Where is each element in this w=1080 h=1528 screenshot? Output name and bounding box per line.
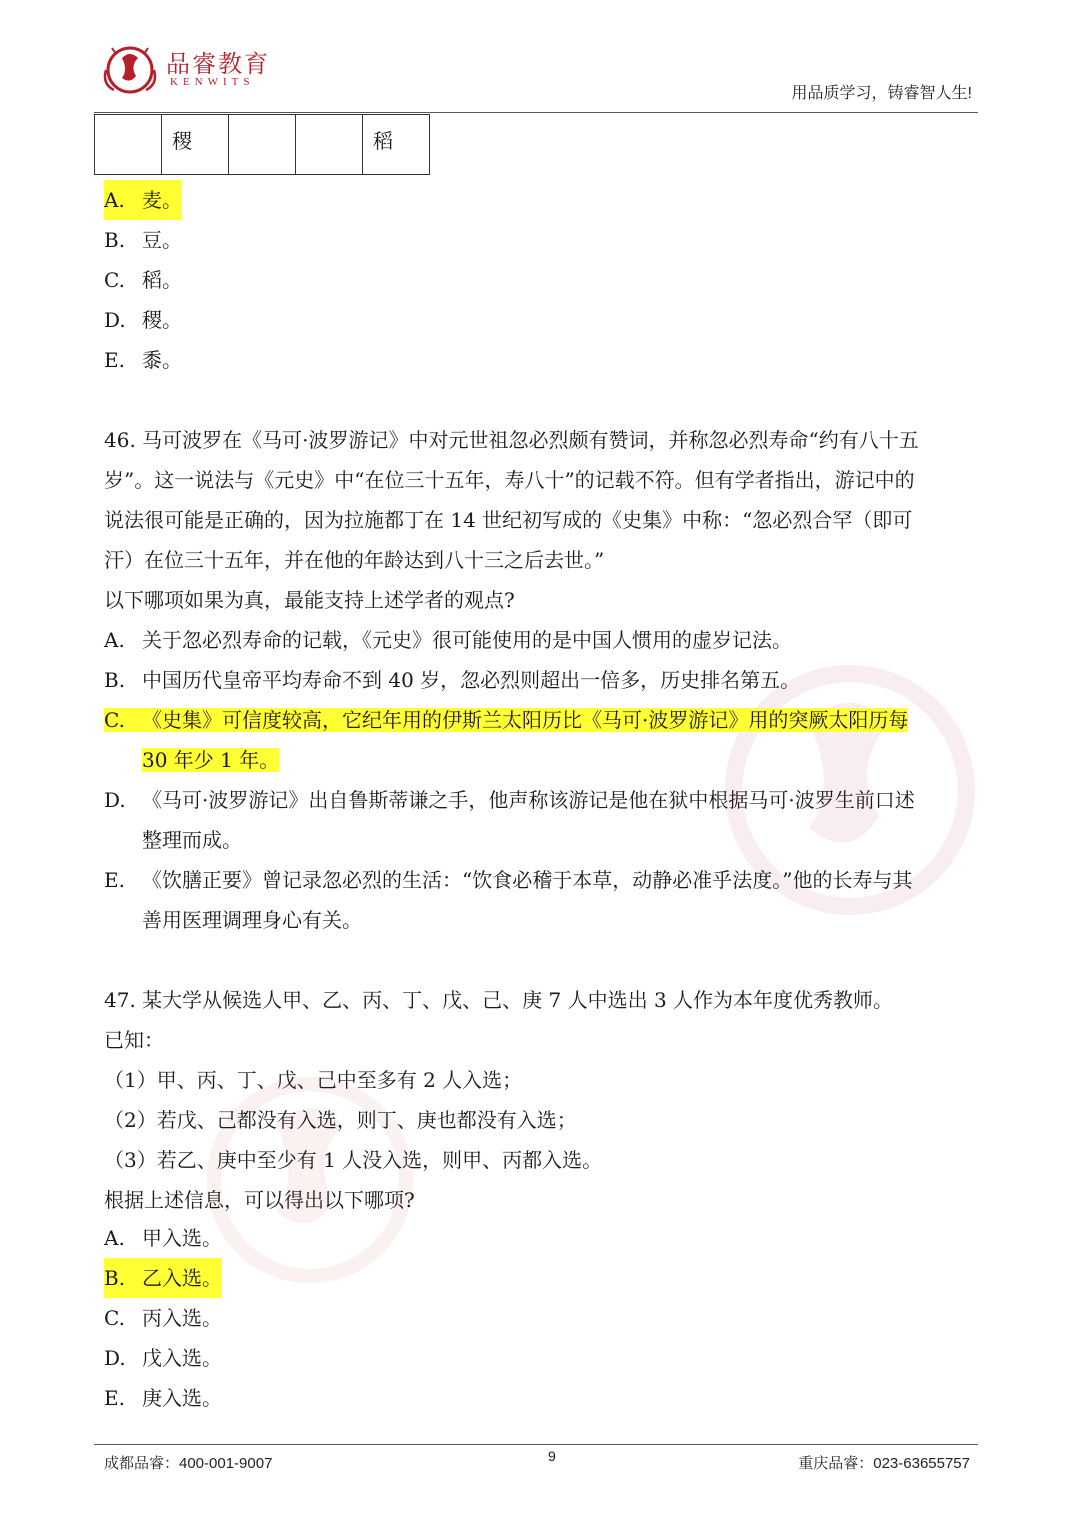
table-cell xyxy=(296,115,363,175)
kenwits-logo-icon xyxy=(100,40,160,96)
footer-contact-chengdu: 成都品睿：400-001-9007 xyxy=(104,1455,273,1472)
table-cell: 稻 xyxy=(363,115,430,175)
brand-name-en: KENWITS xyxy=(170,76,255,88)
q47-question: 根据上述信息，可以得出以下哪项? xyxy=(104,1188,415,1212)
header-slogan: 用品质学习，铸睿智人生! xyxy=(791,85,972,102)
grain-table xyxy=(94,114,430,175)
q47-option-a: A. 甲入选。 xyxy=(104,1226,222,1250)
q47-stem-line: 47. 某大学从候选人甲、乙、丙、丁、戊、己、庚 7 人中选出 3 人作为本年度优秀教师。 xyxy=(104,988,894,1012)
q47-option-b: B. 乙入选。 xyxy=(104,1258,222,1298)
q47-option-e: E. 庚入选。 xyxy=(104,1386,222,1410)
q46-option-d-cont: 整理而成。 xyxy=(142,828,242,852)
q46-option-c: C. 《史集》可信度较高，它纪年用的伊斯兰太阳历比《马可·波罗游记》用的突厥太阳历每 xyxy=(104,708,909,732)
brand-name-cn: 品睿教育 xyxy=(166,50,270,78)
q46-stem-line: 说法很可能是正确的，因为拉施都丁在 14 世纪初写成的《史集》中称：“忽必烈合罕（即可 xyxy=(104,508,913,532)
q47-stem-line: 已知： xyxy=(104,1028,164,1052)
q46-stem-line: 岁”。这一说法与《元史》中“在位三十五年，寿八十”的记载不符。但有学者指出，游记中的 xyxy=(104,468,915,492)
table-row xyxy=(95,115,430,175)
header-divider xyxy=(94,112,978,113)
q46-stem-line: 汗）在位三十五年，并在他的年龄达到八十三之后去世。” xyxy=(104,548,605,572)
footer-contact-chongqing: 重庆品睿：023-63655757 xyxy=(798,1455,970,1472)
q46-option-e-cont: 善用医理调理身心有关。 xyxy=(142,908,362,932)
q47-option-d: D. 戊入选。 xyxy=(104,1346,222,1370)
page-header xyxy=(0,0,1080,120)
q46-option-b: B. 中国历代皇帝平均寿命不到 40 岁，忽必烈则超出一倍多，历史排名第五。 xyxy=(104,668,801,692)
q47-condition: （1）甲、丙、丁、戊、己中至多有 2 人入选； xyxy=(104,1068,523,1092)
q46-option-d: D. 《马可·波罗游记》出自鲁斯蒂谦之手，他声称该游记是他在狱中根据马可·波罗生前口述 xyxy=(104,788,915,812)
q47-option-c: C. 丙入选。 xyxy=(104,1306,222,1330)
q46-option-a: A. 关于忽必烈寿命的记载，《元史》很可能使用的是中国人惯用的虚岁记法。 xyxy=(104,628,792,652)
table-cell xyxy=(229,115,296,175)
q45-option-e: E. 黍。 xyxy=(104,348,182,372)
q46-option-c-cont: 30 年少 1 年。 xyxy=(142,748,280,772)
q46-question: 以下哪项如果为真，最能支持上述学者的观点? xyxy=(104,588,515,612)
q47-condition: （3）若乙、庚中至少有 1 人没入选，则甲、丙都入选。 xyxy=(104,1148,603,1172)
table-cell: 稷 xyxy=(162,115,229,175)
footer-divider xyxy=(94,1444,978,1445)
q47-condition: （2）若戊、己都没有入选，则丁、庚也都没有入选； xyxy=(104,1108,577,1132)
q45-option-b: B. 豆。 xyxy=(104,228,182,252)
q46-stem-line: 46. 马可波罗在《马可·波罗游记》中对元世祖忽必烈颇有赞词，并称忽必烈寿命“约有八十五 xyxy=(104,428,919,452)
table-cell xyxy=(95,115,162,175)
page-number: 9 xyxy=(548,1448,556,1464)
q45-option-c: C. 稻。 xyxy=(104,268,182,292)
q45-option-a: A. 麦。 xyxy=(104,180,182,220)
q46-option-e: E. 《饮膳正要》曾记录忽必烈的生活：“饮食必稽于本草，动静必准乎法度。”他的长寿与其 xyxy=(104,868,913,892)
q45-option-d: D. 稷。 xyxy=(104,308,182,332)
